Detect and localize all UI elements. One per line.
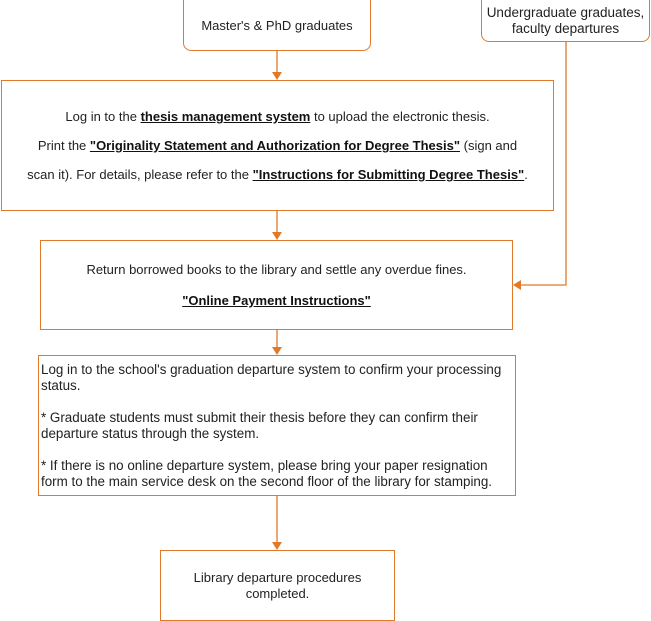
thesis-line1 (65, 102, 489, 131)
step-departure-system (38, 355, 516, 496)
thesis-line2 (38, 131, 517, 160)
start-masters-phd (183, 0, 371, 51)
online-payment-instructions-link[interactable]: "Online Payment Instructions" (182, 293, 371, 308)
departure-para3: * If there is no online departure system, please bring your paper resignation form to the main service desk on the second floor of the library for stamping. (41, 458, 493, 489)
step-return-books (40, 240, 513, 330)
originality-statement-link[interactable]: "Originality Statement and Authorization for Degree Thesis" (89, 138, 461, 153)
departure-para2: * Graduate students must submit their thesis before they can confirm their departure status through the system. (41, 410, 478, 441)
arrowhead-icon (272, 232, 282, 240)
start-undergrad-line1: Undergraduate graduates, (486, 4, 645, 20)
thesis-line2-pre: Print the (37, 138, 90, 153)
arrowhead-icon (272, 347, 282, 355)
thesis-line2-post: (sign and (460, 138, 518, 153)
start-undergrad-faculty (481, 0, 650, 42)
end-line1: Library departure procedures (193, 569, 362, 585)
thesis-line3 (27, 160, 528, 189)
thesis-line3-pre: scan it). For details, please refer to the (27, 167, 253, 182)
end-line2: completed. (245, 585, 310, 601)
submission-instructions-link[interactable]: "Instructions for Submitting Degree Thesis" (252, 167, 525, 182)
return-books-text: Return borrowed books to the library and settle any overdue fines. (86, 262, 467, 277)
arrowhead-icon (272, 72, 282, 80)
end-completed (160, 550, 395, 621)
departure-para1: Log in to the school's graduation departure system to confirm your processing status. (41, 362, 502, 393)
start-masters-label: Master's & PhD graduates (201, 17, 353, 33)
step-thesis-upload (1, 80, 554, 211)
thesis-line1-post: to upload the electronic thesis. (310, 109, 490, 124)
arrowhead-icon (272, 542, 282, 550)
thesis-line1-pre: Log in to the (65, 109, 141, 124)
arrowhead-icon (513, 280, 521, 290)
thesis-line3-post: . (524, 167, 528, 182)
start-undergrad-line2: faculty departures (511, 20, 620, 36)
thesis-management-system-link[interactable]: thesis management system (140, 109, 311, 124)
